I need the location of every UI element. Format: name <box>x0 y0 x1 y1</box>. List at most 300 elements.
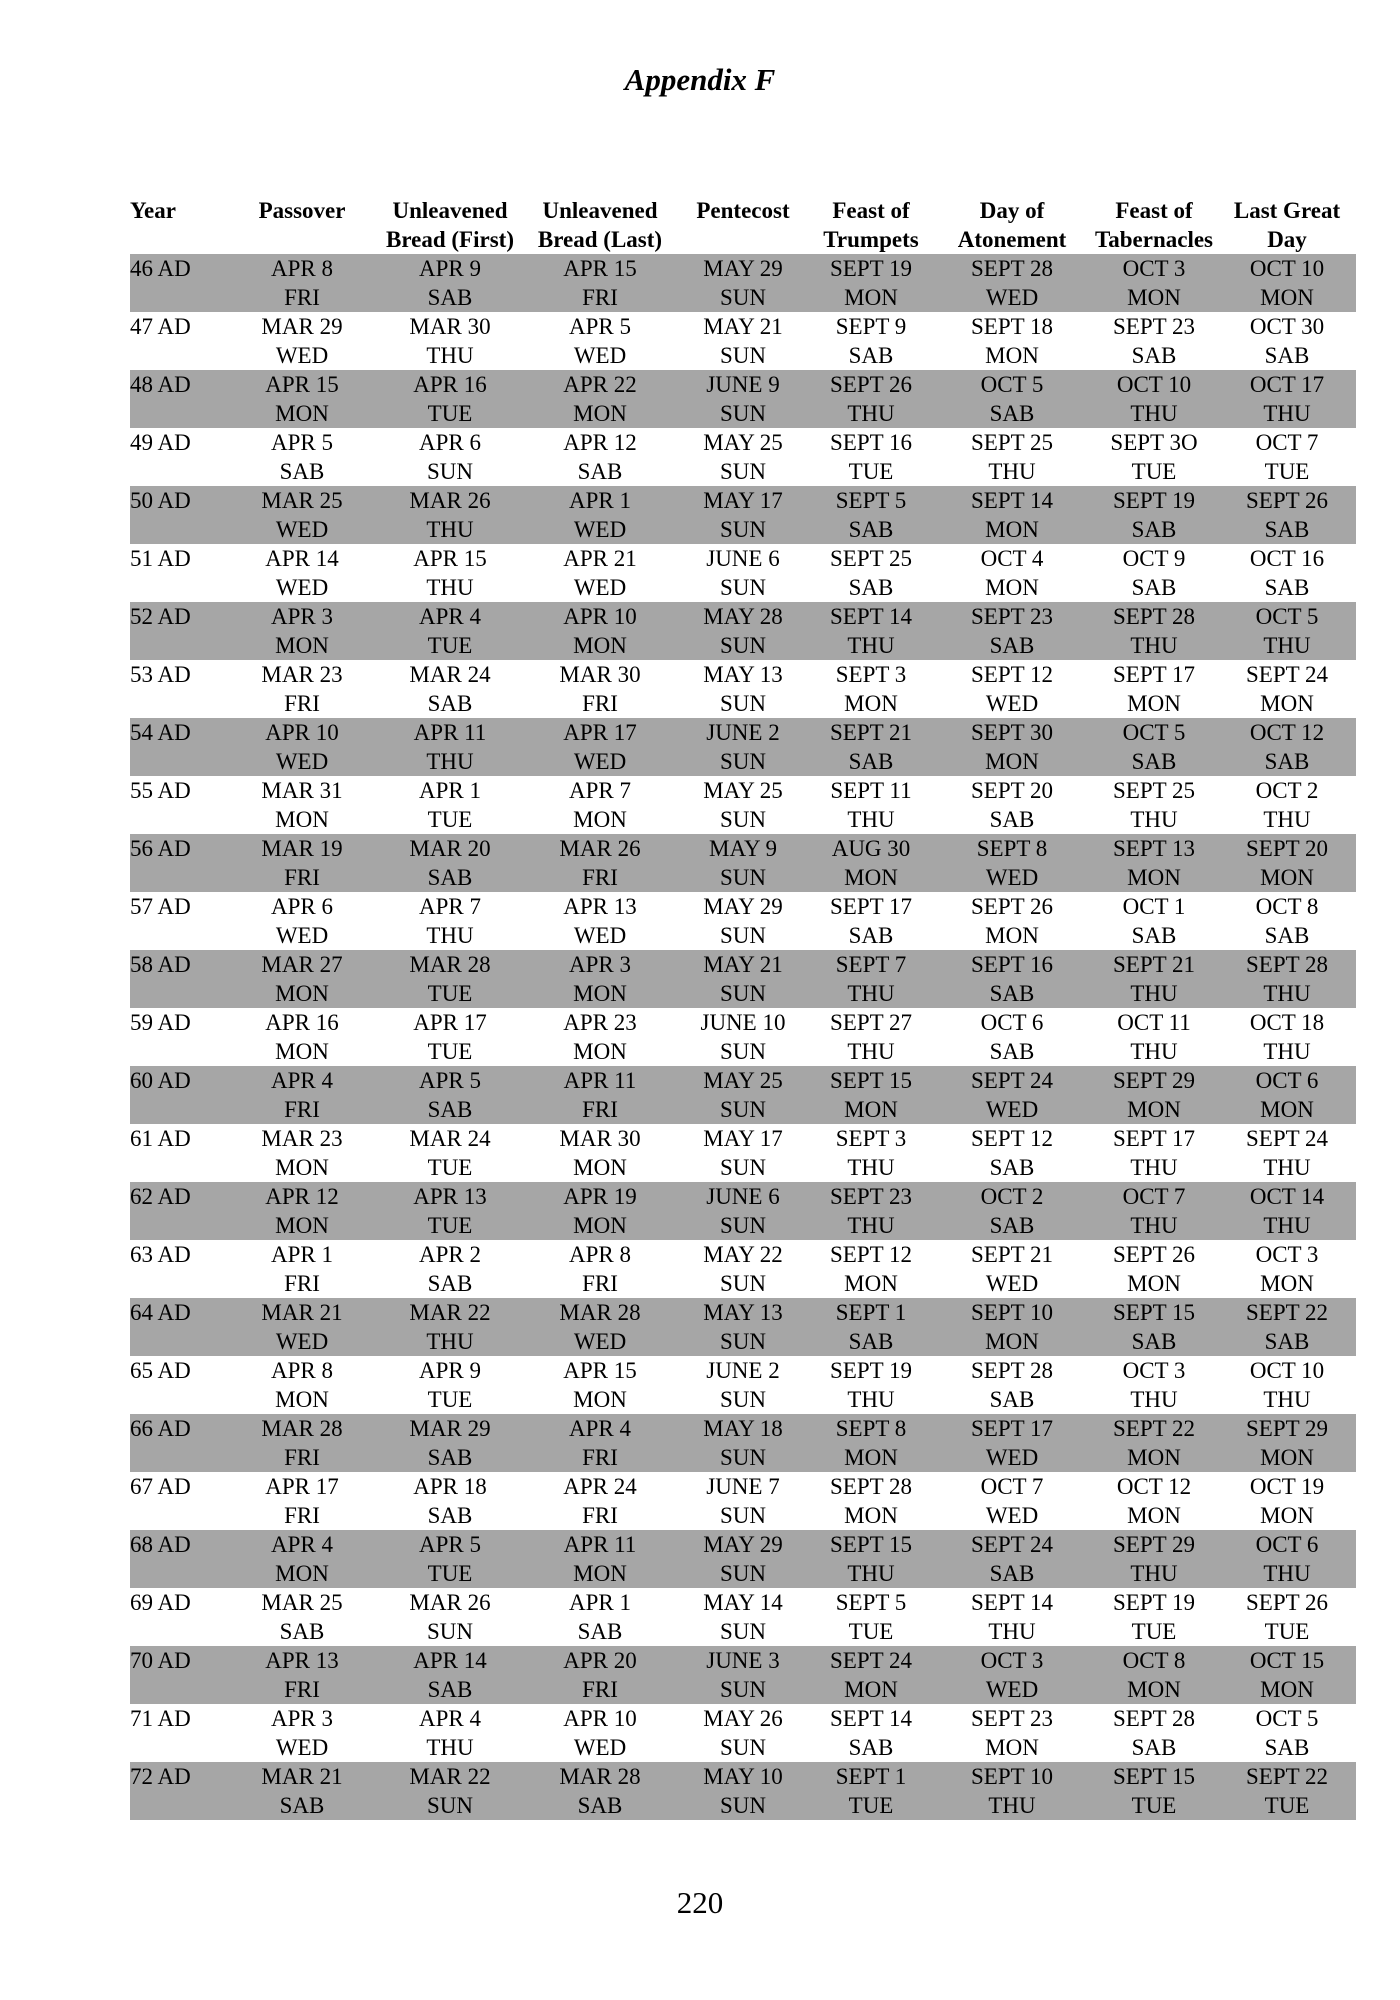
date-text: APR 6 <box>271 894 333 919</box>
date-text: APR 6 <box>419 430 481 455</box>
trumpets-cell <box>808 1066 934 1124</box>
date-text: SEPT 5 <box>835 488 907 513</box>
weekday-text: THU <box>1130 1387 1178 1412</box>
date-text: MAR 31 <box>261 778 343 803</box>
table-row <box>130 776 1356 834</box>
year-cell: 72 AD <box>130 1762 226 1820</box>
atonement-cell <box>934 1762 1090 1820</box>
year-cell: 57 AD <box>130 894 191 919</box>
weekday-text: TUE <box>1131 1619 1177 1644</box>
year-cell: 49 AD <box>130 430 191 455</box>
date-text: MAR 25 <box>261 488 343 513</box>
weekday-text: THU <box>426 1329 474 1354</box>
date-text: JUNE 6 <box>706 546 780 571</box>
pentecost-cell <box>678 776 808 834</box>
year-cell: 63 AD <box>130 1242 191 1267</box>
weekday-text: MON <box>985 1735 1039 1760</box>
trumpets-cell <box>808 834 934 892</box>
date-text: SEPT 3 <box>835 1126 907 1151</box>
date-text: APR 7 <box>569 778 631 803</box>
weekday-text: THU <box>847 807 895 832</box>
weekday-text: MON <box>985 923 1039 948</box>
atonement-cell <box>934 1240 1090 1298</box>
weekday-text: FRI <box>284 865 320 890</box>
weekday-text: SAB <box>1264 923 1310 948</box>
weekday-text: WED <box>275 517 329 542</box>
weekday-text: THU <box>847 1039 895 1064</box>
last-great-day-cell <box>1218 1530 1356 1588</box>
date-text: APR 15 <box>563 256 637 281</box>
trumpets-cell <box>808 1008 934 1066</box>
date-text: APR 19 <box>563 1184 637 1209</box>
date-text: OCT 8 <box>1122 1648 1186 1673</box>
unleavened-last-cell <box>522 1472 678 1530</box>
unleavened-last-cell <box>522 1240 678 1298</box>
weekday-text: MON <box>1260 865 1314 890</box>
year-cell: 68 AD <box>130 1530 226 1588</box>
pentecost-cell <box>678 834 808 892</box>
passover-cell <box>226 1298 378 1356</box>
year-cell: 50 AD <box>130 486 226 544</box>
date-text: APR 15 <box>413 546 487 571</box>
date-text: SEPT 25 <box>970 430 1054 455</box>
weekday-text: SAB <box>427 1097 473 1122</box>
unleavened-first-cell <box>378 370 522 428</box>
weekday-text: SUN <box>719 343 766 368</box>
weekday-text: FRI <box>582 691 618 716</box>
atonement-cell <box>934 1588 1090 1646</box>
weekday-text: WED <box>275 575 329 600</box>
date-text: SEPT 21 <box>970 1242 1054 1267</box>
atonement-cell <box>934 1472 1090 1530</box>
trumpets-cell <box>808 1646 934 1704</box>
unleavened-first-cell <box>378 1182 522 1240</box>
unleavened-first-cell <box>378 1356 522 1414</box>
trumpets-cell <box>808 1240 934 1298</box>
unleavened-last-cell <box>522 718 678 776</box>
date-text: OCT 18 <box>1249 1010 1325 1035</box>
weekday-text: MON <box>573 1387 627 1412</box>
weekday-text: SAB <box>989 1155 1035 1180</box>
weekday-text: SUN <box>719 1329 766 1354</box>
date-text: MAY 26 <box>703 1706 783 1731</box>
weekday-text: WED <box>275 343 329 368</box>
date-text: OCT 12 <box>1249 720 1325 745</box>
atonement-cell <box>934 1298 1090 1356</box>
weekday-text: SUN <box>719 633 766 658</box>
date-text: JUNE 7 <box>706 1474 780 1499</box>
last-great-day-cell <box>1218 1008 1356 1066</box>
table-row <box>130 1414 1356 1472</box>
year-cell: 52 AD <box>130 602 226 660</box>
date-text: APR 17 <box>265 1474 339 1499</box>
date-text: MAY 21 <box>703 314 783 339</box>
date-text: OCT 19 <box>1249 1474 1325 1499</box>
weekday-text: MON <box>1260 1271 1314 1296</box>
date-text: MAR 29 <box>261 314 343 339</box>
table-row <box>130 1066 1356 1124</box>
date-text: OCT 6 <box>980 1010 1044 1035</box>
date-text: APR 22 <box>563 372 637 397</box>
weekday-text: SAB <box>279 459 325 484</box>
weekday-text: SUN <box>426 1793 473 1818</box>
date-text: APR 11 <box>563 1532 637 1557</box>
weekday-text: SUN <box>719 1619 766 1644</box>
date-text: SEPT 14 <box>970 488 1054 513</box>
trumpets-cell <box>808 1472 934 1530</box>
unleavened-first-cell <box>378 1240 522 1298</box>
weekday-text: TUE <box>427 1561 473 1586</box>
year-cell: 53 AD <box>130 662 191 687</box>
passover-cell <box>226 1646 378 1704</box>
date-text: SEPT 26 <box>1245 488 1329 513</box>
weekday-text: MON <box>573 401 627 426</box>
date-text: OCT 3 <box>1122 256 1186 281</box>
unleavened-last-cell <box>522 1356 678 1414</box>
date-text: APR 17 <box>563 720 637 745</box>
unleavened-last-cell <box>522 834 678 892</box>
date-text: APR 4 <box>419 1706 481 1731</box>
date-text: APR 3 <box>271 604 333 629</box>
date-text: APR 13 <box>413 1184 487 1209</box>
date-text: APR 11 <box>413 720 487 745</box>
column-header-unleavened-first: Unleavened Bread (First) <box>386 198 514 252</box>
pentecost-cell <box>678 1182 808 1240</box>
weekday-text: MON <box>1260 691 1314 716</box>
weekday-text: TUE <box>427 401 473 426</box>
weekday-text: SUN <box>719 1155 766 1180</box>
weekday-text: FRI <box>284 1445 320 1470</box>
date-text: SEPT 14 <box>970 1590 1054 1615</box>
weekday-text: MON <box>1127 1503 1181 1528</box>
unleavened-last-cell <box>522 370 678 428</box>
unleavened-last-cell <box>522 1066 678 1124</box>
date-text: MAR 28 <box>559 1300 641 1325</box>
weekday-text: MON <box>1260 1445 1314 1470</box>
date-text: APR 5 <box>419 1068 481 1093</box>
date-text: OCT 17 <box>1249 372 1325 397</box>
unleavened-first-cell <box>378 1472 522 1530</box>
date-text: OCT 1 <box>1122 894 1186 919</box>
date-text: APR 13 <box>265 1648 339 1673</box>
weekday-text: MON <box>275 1213 329 1238</box>
unleavened-first-cell <box>378 718 522 776</box>
unleavened-last-cell <box>522 602 678 660</box>
unleavened-first-cell <box>378 834 522 892</box>
pentecost-cell <box>678 1414 808 1472</box>
year-cell: 69 AD <box>130 1590 191 1615</box>
tabernacles-cell <box>1090 776 1218 834</box>
tabernacles-cell <box>1090 1182 1218 1240</box>
passover-cell <box>226 1472 378 1530</box>
date-text: SEPT 27 <box>829 1010 913 1035</box>
table-row <box>130 254 1356 312</box>
weekday-text: WED <box>985 865 1039 890</box>
date-text: MAR 27 <box>261 952 343 977</box>
weekday-text: TUE <box>848 1619 894 1644</box>
date-text: OCT 16 <box>1249 546 1325 571</box>
weekday-text: SAB <box>989 633 1035 658</box>
weekday-text: MON <box>844 1445 898 1470</box>
date-text: SEPT 12 <box>829 1242 913 1267</box>
unleavened-first-cell <box>378 428 522 486</box>
last-great-day-cell <box>1218 428 1356 486</box>
pentecost-cell <box>678 312 808 370</box>
date-text: SEPT 21 <box>829 720 913 745</box>
date-text: OCT 15 <box>1249 1648 1325 1673</box>
passover-cell <box>226 1588 378 1646</box>
atonement-cell <box>934 1124 1090 1182</box>
date-text: APR 4 <box>419 604 481 629</box>
date-text: APR 3 <box>569 952 631 977</box>
weekday-text: MON <box>1127 1445 1181 1470</box>
weekday-text: MON <box>275 633 329 658</box>
year-cell: 58 AD <box>130 950 226 1008</box>
table-row <box>130 834 1356 892</box>
unleavened-last-cell <box>522 1008 678 1066</box>
date-text: MAR 21 <box>261 1300 343 1325</box>
weekday-text: MON <box>844 285 898 310</box>
date-text: APR 3 <box>271 1706 333 1731</box>
tabernacles-cell <box>1090 1704 1218 1762</box>
tabernacles-cell <box>1090 1762 1218 1820</box>
date-text: MAR 20 <box>409 836 491 861</box>
page-title: Appendix F <box>624 62 776 97</box>
weekday-text: SAB <box>1131 1329 1177 1354</box>
weekday-text: WED <box>985 1271 1039 1296</box>
weekday-text: SUN <box>719 1039 766 1064</box>
date-text: OCT 5 <box>980 372 1044 397</box>
weekday-text: SAB <box>1131 923 1177 948</box>
weekday-text: MON <box>844 691 898 716</box>
date-text: SEPT 11 <box>830 778 912 803</box>
date-text: APR 1 <box>419 778 481 803</box>
weekday-text: MON <box>985 1329 1039 1354</box>
passover-cell <box>226 428 378 486</box>
weekday-text: THU <box>1263 1039 1311 1064</box>
date-text: MAR 23 <box>261 1126 343 1151</box>
pentecost-cell <box>678 718 808 776</box>
unleavened-first-cell <box>378 950 522 1008</box>
passover-cell <box>226 1414 378 1472</box>
atonement-cell <box>934 1356 1090 1414</box>
weekday-text: THU <box>1263 1155 1311 1180</box>
date-text: APR 11 <box>563 1068 637 1093</box>
weekday-text: SUN <box>426 459 473 484</box>
weekday-text: WED <box>275 749 329 774</box>
date-text: SEPT 23 <box>1112 314 1196 339</box>
atonement-cell <box>934 370 1090 428</box>
date-text: SEPT 29 <box>1112 1068 1196 1093</box>
date-text: SEPT 12 <box>970 1126 1054 1151</box>
unleavened-first-cell <box>378 660 522 718</box>
weekday-text: SAB <box>427 865 473 890</box>
weekday-text: SAB <box>427 1271 473 1296</box>
weekday-text: SUN <box>719 517 766 542</box>
atonement-cell <box>934 1066 1090 1124</box>
unleavened-last-cell <box>522 892 678 950</box>
weekday-text: SUN <box>719 691 766 716</box>
weekday-text: FRI <box>582 1445 618 1470</box>
last-great-day-cell <box>1218 1414 1356 1472</box>
date-text: SEPT 26 <box>1112 1242 1196 1267</box>
weekday-text: THU <box>1263 633 1311 658</box>
weekday-text: SAB <box>1264 575 1310 600</box>
tabernacles-cell <box>1090 254 1218 312</box>
date-text: SEPT 16 <box>970 952 1054 977</box>
date-text: MAY 21 <box>703 952 783 977</box>
date-text: OCT 14 <box>1249 1184 1325 1209</box>
date-text: APR 14 <box>265 546 339 571</box>
last-great-day-cell <box>1218 1182 1356 1240</box>
atonement-cell <box>934 1008 1090 1066</box>
page-number: 220 <box>676 1885 724 1920</box>
date-text: SEPT 1 <box>835 1764 907 1789</box>
date-text: SEPT 3O <box>1110 430 1198 455</box>
tabernacles-cell <box>1090 1414 1218 1472</box>
weekday-text: THU <box>988 1619 1036 1644</box>
unleavened-first-cell <box>378 1414 522 1472</box>
date-text: SEPT 15 <box>829 1068 913 1093</box>
weekday-text: WED <box>985 1503 1039 1528</box>
passover-cell <box>226 544 378 602</box>
weekday-text: WED <box>573 1735 627 1760</box>
last-great-day-cell <box>1218 1704 1356 1762</box>
date-text: SEPT 22 <box>1245 1300 1329 1325</box>
tabernacles-cell <box>1090 486 1218 544</box>
weekday-text: SAB <box>427 285 473 310</box>
date-text: MAY 10 <box>703 1764 783 1789</box>
date-text: MAY 29 <box>703 256 783 281</box>
date-text: JUNE 2 <box>706 720 780 745</box>
date-text: MAR 24 <box>409 662 491 687</box>
unleavened-last-cell <box>522 950 678 1008</box>
pentecost-cell <box>678 1008 808 1066</box>
tabernacles-cell <box>1090 1356 1218 1414</box>
date-text: OCT 10 <box>1249 1358 1325 1383</box>
weekday-text: SAB <box>989 1039 1035 1064</box>
weekday-text: SAB <box>989 1561 1035 1586</box>
date-text: MAY 29 <box>703 1532 783 1557</box>
passover-cell <box>226 1762 378 1820</box>
passover-cell <box>226 776 378 834</box>
weekday-text: THU <box>847 633 895 658</box>
table-row <box>130 1762 1356 1820</box>
pentecost-cell <box>678 1066 808 1124</box>
date-text: APR 20 <box>563 1648 637 1673</box>
date-text: OCT 6 <box>1255 1068 1319 1093</box>
weekday-text: SUN <box>719 981 766 1006</box>
date-text: APR 5 <box>419 1532 481 1557</box>
date-text: MAR 23 <box>261 662 343 687</box>
date-text: MAR 26 <box>409 1590 491 1615</box>
weekday-text: FRI <box>582 1271 618 1296</box>
passover-cell <box>226 834 378 892</box>
trumpets-cell <box>808 602 934 660</box>
atonement-cell <box>934 486 1090 544</box>
weekday-text: MON <box>1260 1503 1314 1528</box>
date-text: APR 23 <box>563 1010 637 1035</box>
weekday-text: SAB <box>848 1735 894 1760</box>
tabernacles-cell <box>1090 602 1218 660</box>
trumpets-cell <box>808 892 934 950</box>
weekday-text: MON <box>573 633 627 658</box>
date-text: SEPT 12 <box>970 662 1054 687</box>
date-text: MAR 29 <box>409 1416 491 1441</box>
date-text: APR 1 <box>271 1242 333 1267</box>
pentecost-cell <box>678 486 808 544</box>
weekday-text: SAB <box>577 459 623 484</box>
last-great-day-cell <box>1218 602 1356 660</box>
date-text: SEPT 28 <box>829 1474 913 1499</box>
weekday-text: SAB <box>577 1619 623 1644</box>
date-text: SEPT 20 <box>1245 836 1329 861</box>
date-text: MAR 26 <box>559 836 641 861</box>
date-text: APR 5 <box>569 314 631 339</box>
date-text: OCT 11 <box>1117 1010 1191 1035</box>
date-text: MAY 29 <box>703 894 783 919</box>
trumpets-cell <box>808 1414 934 1472</box>
last-great-day-cell <box>1218 660 1356 718</box>
weekday-text: THU <box>1130 1155 1178 1180</box>
date-text: MAY 9 <box>709 836 777 861</box>
weekday-text: MON <box>1127 1677 1181 1702</box>
tabernacles-cell <box>1090 1472 1218 1530</box>
weekday-text: THU <box>847 1387 895 1412</box>
date-text: MAR 26 <box>409 488 491 513</box>
date-text: OCT 3 <box>980 1648 1044 1673</box>
table-row <box>130 370 1356 428</box>
date-text: APR 9 <box>419 256 481 281</box>
unleavened-last-cell <box>522 1704 678 1762</box>
weekday-text: TUE <box>1131 459 1177 484</box>
date-text: AUG 30 <box>831 836 911 861</box>
date-text: OCT 5 <box>1255 604 1319 629</box>
unleavened-last-cell <box>522 428 678 486</box>
weekday-text: MON <box>1127 691 1181 716</box>
date-text: SEPT 18 <box>970 314 1054 339</box>
pentecost-cell <box>678 1472 808 1530</box>
date-text: SEPT 10 <box>970 1764 1054 1789</box>
weekday-text: SUN <box>719 1271 766 1296</box>
date-text: SEPT 28 <box>1112 604 1196 629</box>
unleavened-last-cell <box>522 486 678 544</box>
last-great-day-cell <box>1218 1124 1356 1182</box>
unleavened-last-cell <box>522 1182 678 1240</box>
table-row <box>130 1704 1356 1762</box>
trumpets-cell <box>808 1124 934 1182</box>
passover-cell <box>226 1530 378 1588</box>
date-text: SEPT 23 <box>970 604 1054 629</box>
last-great-day-cell <box>1218 1356 1356 1414</box>
pentecost-cell <box>678 1240 808 1298</box>
pentecost-cell <box>678 1298 808 1356</box>
date-text: SEPT 14 <box>829 604 913 629</box>
date-text: OCT 2 <box>980 1184 1044 1209</box>
atonement-cell <box>934 718 1090 776</box>
weekday-text: SUN <box>719 1503 766 1528</box>
header-row <box>130 196 1356 254</box>
date-text: SEPT 17 <box>1112 1126 1196 1151</box>
passover-cell <box>226 892 378 950</box>
trumpets-cell <box>808 660 934 718</box>
weekday-text: SUN <box>719 865 766 890</box>
weekday-text: FRI <box>582 1503 618 1528</box>
table-row <box>130 1356 1356 1414</box>
weekday-text: SUN <box>719 1735 766 1760</box>
weekday-text: SAB <box>989 401 1035 426</box>
date-text: APR 16 <box>413 372 487 397</box>
